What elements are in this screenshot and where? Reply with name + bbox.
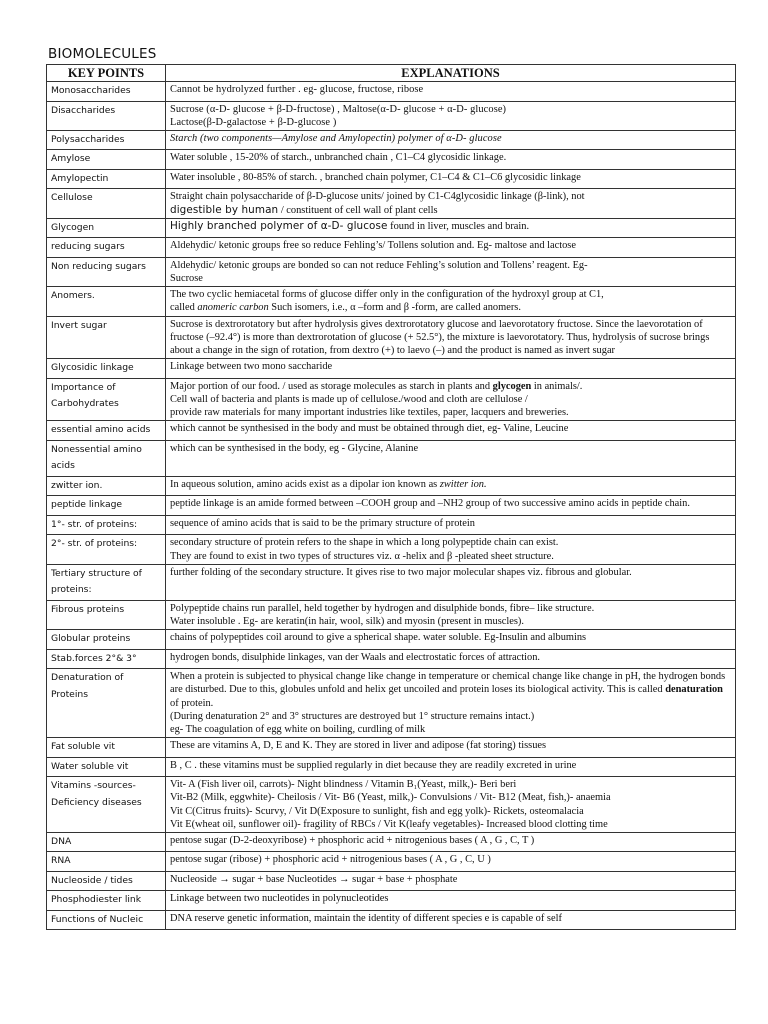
table-row [47,218,736,238]
exp-importance-line3: provide raw materials for many important industries like textiles, paper, lacquers and breweries. [170,407,569,419]
table-row [47,630,736,650]
table-row [47,189,736,218]
exp-disaccharides-line2: Lactose(β-D-galactose + β-D-glucose ) [170,116,337,128]
key-phosphodiester-link: Phosphodiester link [47,891,166,911]
key-invert-sugar: Invert sugar [47,316,166,359]
key-amylopectin: Amylopectin [47,169,166,189]
exp-fibrous-line1: Polypeptide chains run parallel, held together by hydrogen and disulphide bonds, fibre– like structure. [170,602,595,614]
table-row [47,535,736,564]
exp-vitamins-line3: Vit C(Citrus fruits)- Scurvy, / Vit D(Exposure to sunlight, fish and egg yolk)- Rickets, osteomalacia [170,805,584,817]
table-row [47,287,736,316]
table-row [47,440,736,476]
exp-anomers-line2a: called [170,302,198,314]
exp-nucleoside-tides: Nucleoside → sugar + base Nucleotides → sugar + base + phosphate [170,873,458,885]
exp-invert-sugar: Sucrose is dextrorotatory but after hydrolysis gives dextrorotatory glucose and laevorotatory fructose. Since the laevorotation of fructose (–92.4°) is more than dextrorotation of glucose (+ 52.5°), the mixture is laevorotatory. Thus, hydrolysis of sucrose brings about a change in the sign of rotation, from dextro (+) to laevo (–) and the product is named as invert sugar [166,316,736,359]
exp-vitamins-line1: Vit- A (Fish liver oil, carrots)- Night blindness / Vitamin B₁(Yeast, milk,)- Beri beri [170,779,517,791]
table-row [47,564,736,600]
table-row [47,82,736,102]
exp-denaturation-p1c: of protein. [170,697,214,709]
table-row [47,777,736,833]
table-row [47,378,736,421]
exp-functions-nucleic: DNA reserve genetic information, maintain the identity of different species e is capable of self [170,912,562,924]
table-row [47,421,736,441]
exp-anomers-line2c: Such isomers, i.e., α –form and β -form, are called anomers. [268,302,521,314]
table-header-row [47,65,736,82]
key-fibrous-proteins: Fibrous proteins [47,600,166,629]
page-title: BIOMOLECULES [48,46,157,62]
key-dna: DNA [47,832,166,852]
exp-primary-structure: sequence of amino acids that is said to be the primary structure of protein [170,517,475,529]
key-amylose: Amylose [47,150,166,170]
exp-amylose: Water soluble , 15-20% of starch., unbranched chain , C1–C4 glycosidic linkage. [170,152,507,164]
exp-importance-line2: Cell wall of bacteria and plants is made up of cellulose./wood and cloth are cellulose / [170,393,528,405]
key-glycogen: Glycogen [47,218,166,238]
exp-nonessential-amino-acids: which can be synthesised in the body, eg - Glycine, Alanine [170,442,419,454]
exp-secondary-line2: They are found to exist in two types of structures viz. α -helix and β -pleated sheet structure. [170,550,554,562]
exp-cellulose-line2b: / constituent of cell wall of plant cells [278,204,438,216]
key-peptide-linkage: peptide linkage [47,496,166,516]
exp-anomers-line1: The two cyclic hemiacetal forms of glucose differ only in the configuration of the hydroxyl group at C1, [170,289,604,301]
exp-denaturation-p1b: denaturation [665,684,723,696]
key-anomers: Anomers. [47,287,166,316]
table-row [47,101,736,130]
key-non-reducing-sugars: Non reducing sugars [47,257,166,286]
key-glycosidic-linkage: Glycosidic linkage [47,359,166,379]
exp-denaturation-p2: (During denaturation 2° and 3° structures are destroyed but 1° structure remains intact.) [170,710,535,722]
key-stabilising-forces: Stab.forces 2°& 3° [47,649,166,669]
header-explanations: EXPLANATIONS [166,65,736,82]
key-nonessential-amino-acids: Nonessential amino acids [47,440,166,476]
table-row [47,130,736,150]
exp-tertiary-structure: further folding of the secondary structure. It gives rise to two major molecular shapes viz. fibrous and globular. [166,564,736,600]
exp-dna: pentose sugar (D-2-deoxyribose) + phosphoric acid + nitrogenious bases ( A , G , C, T ) [170,834,535,846]
key-fat-soluble-vitamins: Fat soluble vit [47,738,166,758]
key-polysaccharides: Polysaccharides [47,130,166,150]
table-row [47,600,736,629]
exp-fat-soluble-vitamins: These are vitamins A, D, E and K. They are stored in liver and adipose (fat storing) tissues [170,740,547,752]
exp-secondary-line1: secondary structure of protein refers to the shape in which a long polypeptide chain can exist. [170,537,559,549]
exp-essential-amino-acids: which cannot be synthesised in the body and must be obtained through diet, eg- Valine, Leucine [170,423,569,435]
exp-stabilising-forces: hydrogen bonds, disulphide linkages, van der Waals and electrostatic forces of attraction. [170,651,541,663]
exp-denaturation-p3: eg- The coagulation of egg white on boiling, curdling of milk [170,723,426,735]
table-row [47,891,736,911]
table-row [47,257,736,286]
exp-non-reducing-line1: Aldehydic/ ketonic groups are bonded so can not reduce Fehling’s solution and Tollens’ reagent. Eg- [170,259,588,271]
exp-vitamins-line2: Vit-B2 (Milk, eggwhite)- Cheilosis / Vit- B6 (Yeast, milk,)- Convulsions / Vit- B12 (Meat, fish,)- anaemia [170,792,611,804]
exp-peptide-linkage: peptide linkage is an amide formed between –COOH group and –NH2 group of two successive amino acids in peptide chain. [166,496,736,516]
exp-importance-l1a: Major portion of our food. / used as storage molecules as starch in plants and [170,380,493,392]
key-rna: RNA [47,852,166,872]
key-globular-proteins: Globular proteins [47,630,166,650]
key-importance-carbohydrates: Importance of Carbohydrates [47,378,166,421]
key-nucleoside-tides: Nucleoside / tides [47,871,166,891]
table-row [47,515,736,535]
exp-amylopectin: Water insoluble , 80-85% of starch. , branched chain polymer, C1–C4 & C1–C6 glycosidic linkage [170,171,581,183]
exp-importance-l1c: in animals/. [531,380,583,392]
exp-anomers-line2b: anomeric carbon [197,302,269,314]
key-vitamins-deficiency: Vitamins -sources- Deficiency diseases [47,777,166,833]
table-row [47,238,736,258]
table-row [47,649,736,669]
table-row [47,359,736,379]
table-row [47,738,736,758]
exp-zwitter-a: In aqueous solution, amino acids exist as a dipolar ion known as [170,478,440,490]
exp-rna: pentose sugar (ribose) + phosphoric acid + nitrogenious bases ( A , G , C, U ) [170,854,491,866]
table-row [47,757,736,777]
exp-fibrous-line2: Water insoluble . Eg- are keratin(in hair, wool, silk) and myosin (present in muscles). [170,615,524,627]
exp-cellulose-line1: Straight chain polysaccharide of β-D-glucose units/ joined by C1-C4glycosidic linkage (β-link), not [170,191,585,203]
table-row [47,669,736,738]
exp-zwitter-b: zwitter ion. [439,478,487,490]
table-row [47,316,736,359]
key-functions-nucleic: Functions of Nucleic [47,910,166,930]
key-secondary-structure: 2°- str. of proteins: [47,535,166,564]
key-disaccharides: Disaccharides [47,101,166,130]
key-denaturation: Denaturation of Proteins [47,669,166,738]
key-zwitter-ion: zwitter ion. [47,476,166,496]
key-cellulose: Cellulose [47,189,166,218]
exp-denaturation-p1a: When a protein is subjected to physical change like change in temperature or chemical change like change in pH, the hydrogen bonds are disturbed. Due to this, globules unfold and helix get uncoiled and protein loses its biological activity. This is called [170,671,726,696]
key-essential-amino-acids: essential amino acids [47,421,166,441]
table-row [47,910,736,930]
exp-reducing-sugars: Aldehydic/ ketonic groups free so reduce Fehling’s/ Tollens solution and. Eg- maltose and lactose [170,240,576,252]
table-row [47,871,736,891]
table-row [47,169,736,189]
exp-non-reducing-line2: Sucrose [170,273,203,285]
exp-glycogen-a: Highly branched polymer of α-D- glucose [170,219,388,232]
exp-cellulose-line2a: digestible by human [170,203,279,216]
table-row [47,496,736,516]
biomolecules-table [46,64,736,930]
exp-vitamins-line4: Vit E(wheat oil, sunflower oil)- fragility of RBCs / Vit K(leafy vegetables)- Increased blood clotting time [170,818,608,830]
exp-polysaccharides: Starch (two components—Amylose and Amylopectin) polymer of α-D- glucose [170,132,502,144]
table-row [47,476,736,496]
key-reducing-sugars: reducing sugars [47,238,166,258]
exp-globular-proteins: chains of polypeptides coil around to give a spherical shape. water soluble. Eg-Insulin and albumins [170,632,587,644]
key-monosaccharides: Monosaccharides [47,82,166,102]
key-tertiary-structure: Tertiary structure of proteins: [47,564,166,600]
table-row [47,832,736,852]
table-row [47,150,736,170]
exp-glycosidic-linkage: Linkage between two mono saccharide [170,361,333,373]
table-row [47,852,736,872]
key-primary-structure: 1°- str. of proteins: [47,515,166,535]
exp-water-soluble-vitamins: B , C . these vitamins must be supplied regularly in diet because they are readily excreted in urine [170,759,577,771]
exp-glycogen-b: found in liver, muscles and brain. [387,220,530,232]
exp-disaccharides-line1: Sucrose (α-D- glucose + β-D-fructose) , Maltose(α-D- glucose + α-D- glucose) [170,103,507,115]
exp-importance-l1b: glycogen [492,380,532,392]
exp-monosaccharides: Cannot be hydrolyzed further . eg- glucose, fructose, ribose [170,84,424,95]
key-water-soluble-vitamins: Water soluble vit [47,757,166,777]
exp-phosphodiester-link: Linkage between two nucleotides in polynucleotides [170,893,389,905]
header-key-points: KEY POINTS [47,65,166,82]
